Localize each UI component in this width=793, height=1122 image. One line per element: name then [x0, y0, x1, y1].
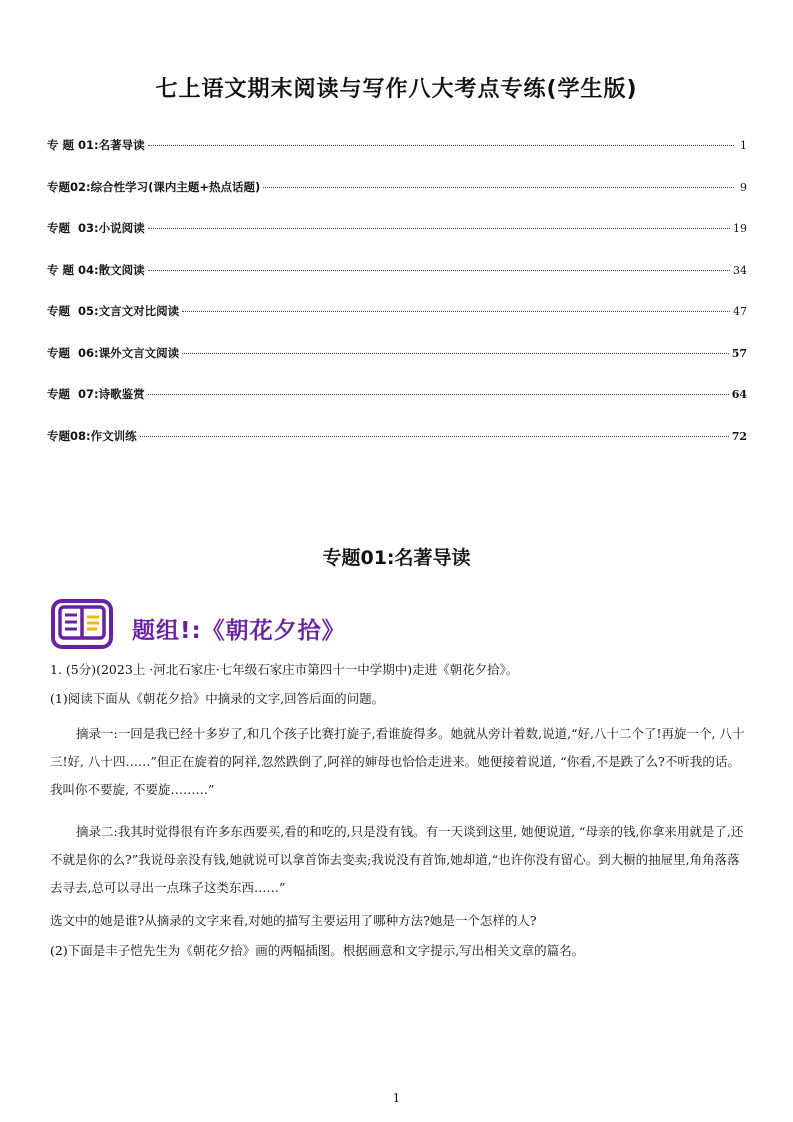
section-title: 专题01:名著导读 — [322, 547, 471, 569]
toc-entry-page: 9 — [740, 180, 747, 194]
toc-entry-label: 专题02:综合性学习(课内主题+热点话题) — [47, 179, 261, 194]
toc-entry-page: 57 — [731, 346, 747, 360]
excerpt-2: 摘录二:我其时觉得很有许多东西要买,看的和吃的,只是没有钱。有一天谈到这里, 她便说道, “母亲的钱,你拿来用就是了,还不就是你的么?”我说母亲没有钱,她就说可以拿首饰去变卖;我说没有首饰,她却道,“也许你没有留心。到大橱的抽屉里,角角落落去寻去,总可以寻出一点珠子这类东西……” — [50, 824, 744, 895]
toc-entry[interactable] — [47, 179, 747, 221]
toc-leader-dots — [182, 310, 730, 312]
toc-leader-dots — [182, 352, 729, 354]
question-heading: 1. (5分)(2023上 ·河北石家庄·七年级石家庄市第四十一中学期中)走进《朝花夕拾》。 — [50, 662, 519, 677]
toc-entry-label: 专题08:作文训练 — [47, 428, 137, 443]
toc-entry[interactable] — [47, 220, 747, 262]
toc-leader-dots — [140, 435, 729, 437]
toc-leader-dots — [263, 186, 734, 188]
toc-leader-dots — [148, 393, 729, 395]
toc-entry-label: 专题 06:课外文言文阅读 — [47, 345, 180, 360]
toc-entry-label: 专 题 04:散文阅读 — [47, 262, 145, 277]
toc-entry-page: 1 — [740, 139, 747, 152]
toc-entry-label: 专 题 01:名著导读 — [47, 138, 145, 152]
toc-entry[interactable] — [47, 262, 747, 304]
toc-entry-label: 专题 05:文言文对比阅读 — [47, 304, 180, 318]
toc-entry[interactable] — [47, 137, 747, 179]
toc-entry[interactable] — [47, 428, 747, 470]
toc-leader-dots — [148, 227, 730, 229]
open-book-icon — [51, 598, 113, 650]
toc-leader-dots — [148, 144, 734, 146]
toc-entry-label: 专题 03:小说阅读 — [47, 221, 145, 235]
toc-entry-page: 34 — [733, 263, 747, 277]
toc-entry[interactable] — [47, 386, 747, 428]
toc-entry-page: 47 — [733, 305, 747, 318]
question-prompt: 选文中的她是谁?从摘录的文字来看,对她的描写主要运用了哪种方法?她是一个怎样的人? — [50, 913, 537, 928]
table-of-contents — [47, 137, 747, 469]
subquestion-1: (1)阅读下面从《朝花夕拾》中摘录的文字,回答后面的问题。 — [50, 691, 385, 706]
excerpt-1: 摘录一:一回是我已经十多岁了,和几个孩子比赛打旋子,看谁旋得多。她就从旁计着数,说道,“好,八十二个了!再旋一个, 八十三!好, 八十四……”但正在旋着的阿祥,忽然跌倒了,阿祥的婶母也恰恰走进来。她便接着说道, “你看,不是跌了么?不听我的话。我叫你不要旋, 不要旋………” — [50, 726, 745, 797]
toc-leader-dots — [148, 269, 730, 271]
toc-entry[interactable] — [47, 303, 747, 345]
toc-entry-page: 19 — [733, 222, 747, 235]
toc-entry[interactable] — [47, 345, 747, 387]
toc-entry-page: 72 — [731, 429, 747, 443]
group-title: 题组!:《朝花夕拾》 — [132, 618, 346, 644]
toc-entry-page: 64 — [731, 388, 747, 401]
page-number: 1 — [392, 1091, 401, 1105]
subquestion-2: (2)下面是丰子恺先生为《朝花夕拾》画的两幅插图。根据画意和文字提示,写出相关文章的篇名。 — [50, 943, 585, 958]
toc-entry-label: 专题 07:诗歌鉴赏 — [47, 387, 145, 401]
document-title: 七上语文期末阅读与写作八大考点专练(学生版) — [155, 77, 638, 102]
